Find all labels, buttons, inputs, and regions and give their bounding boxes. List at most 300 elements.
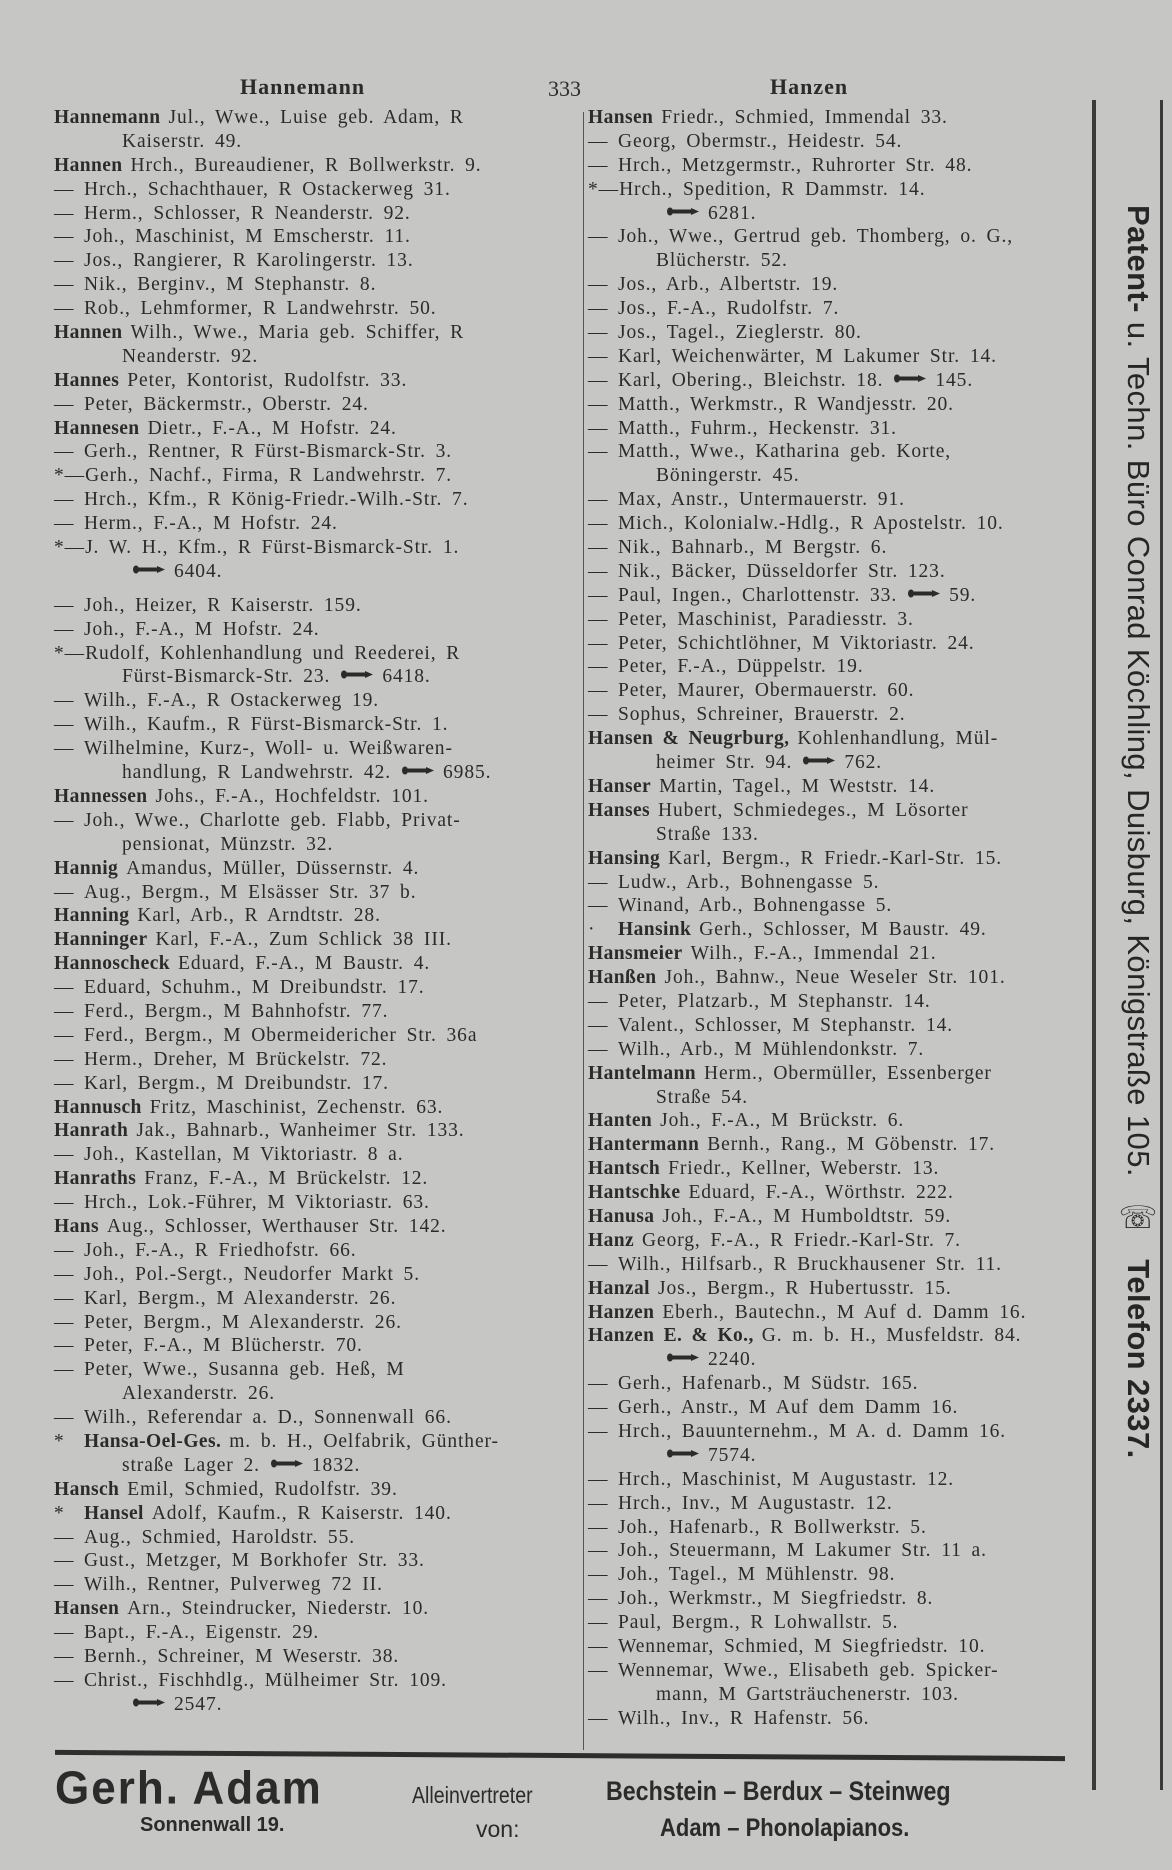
directory-entry-line	[588, 345, 1088, 369]
entry-text: Blücherstr. 52.	[656, 250, 788, 272]
entry-text: Adolf, Kaufm., R Kaiserstr. 140.	[151, 1502, 452, 1524]
directory-entry-line	[54, 1693, 554, 1717]
directory-entry-line	[588, 1157, 1088, 1181]
directory-entry-line	[54, 464, 554, 488]
entry-text: Eduard, F.-A., M Baustr. 4.	[178, 953, 431, 975]
entry-text: Karl, Bergm., M Dreibundstr. 17.	[84, 1072, 389, 1094]
entry-text: Fürst-Bismarck-Str. 23.	[122, 666, 331, 688]
directory-entry-line	[588, 679, 1088, 703]
entry-prefix: —	[588, 1516, 609, 1538]
directory-entry-line	[588, 584, 1088, 608]
directory-entry-line	[588, 966, 1088, 990]
entry-prefix: —	[588, 441, 609, 463]
entry-text: Nik., Bäcker, Düsseldorfer Str. 123.	[618, 560, 946, 582]
directory-entry-line	[588, 1372, 1088, 1396]
entry-prefix: —	[588, 226, 609, 248]
entry-prefix: —	[588, 1014, 609, 1036]
telephone-icon	[666, 1449, 700, 1458]
directory-entry-line	[54, 1119, 554, 1143]
directory-entry-line	[588, 1563, 1088, 1587]
entry-surname: Hantschke	[588, 1182, 681, 1204]
telephone-icon	[132, 565, 166, 574]
directory-entry-line	[588, 894, 1088, 918]
directory-entry-line	[54, 1549, 554, 1573]
entry-prefix: *	[54, 1430, 65, 1452]
telephone-icon	[340, 670, 374, 679]
directory-entry-line	[588, 1348, 1088, 1372]
entry-text: Valent., Schlosser, M Stephanstr. 14.	[618, 1014, 954, 1036]
entry-text: Eduard, Schuhm., M Dreibundstr. 17.	[84, 977, 425, 999]
entry-prefix: —	[588, 393, 609, 415]
entry-text: G. m. b. H., Musfeldstr. 84.	[761, 1325, 1022, 1347]
entry-text: Rudolf, Kohlenhandlung und Reederei, R	[85, 642, 461, 664]
directory-entry-line	[588, 1516, 1088, 1540]
entry-text: Karl, F.-A., Zum Schlick 38 III.	[155, 929, 452, 951]
directory-entry-line	[54, 737, 554, 761]
directory-entry-line	[588, 512, 1088, 536]
directory-entry-line	[54, 273, 554, 297]
directory-entry-line	[588, 1396, 1088, 1420]
entry-text: Hrch., Maschinist, M Augustastr. 12.	[618, 1468, 955, 1490]
sidebar-text-patent: Patent-	[1121, 205, 1156, 313]
entry-text: Matth., Fuhrm., Heckenstr. 31.	[618, 417, 897, 439]
entry-prefix: —	[588, 322, 609, 344]
entry-text: Herm., F.-A., M Hofstr. 24.	[84, 513, 338, 535]
entry-text: straße Lager 2.	[122, 1454, 260, 1476]
entry-text: Joh., F.-A., M Brückstr. 6.	[660, 1110, 905, 1132]
entry-text: Karl, Bergm., M Alexanderstr. 26.	[84, 1287, 397, 1309]
entry-text: Herm., Dreher, M Brückelstr. 72.	[84, 1048, 388, 1070]
entry-surname: Hannes	[54, 369, 120, 391]
directory-entry-line	[54, 1334, 554, 1358]
entry-text: Joh., F.-A., M Humboldtstr. 59.	[662, 1205, 952, 1227]
entry-surname: Hanning	[54, 905, 130, 927]
entry-prefix: —	[54, 594, 75, 616]
directory-entry-line	[54, 1000, 554, 1024]
entry-surname: Hanrath	[54, 1120, 129, 1142]
directory-entry-line	[54, 345, 554, 369]
entry-text: Friedr., Kellner, Weberstr. 13.	[668, 1158, 940, 1180]
entry-text: Böningerstr. 45.	[656, 465, 800, 487]
directory-entry-line	[54, 642, 554, 666]
entry-text: Herm., Obermüller, Essenberger	[704, 1062, 992, 1084]
entry-text: Joh., Wwe., Charlotte geb. Flabb, Privat-	[84, 809, 461, 831]
entry-prefix: —	[54, 274, 75, 296]
entry-text: Peter, Platzarb., M Stephanstr. 14.	[618, 990, 931, 1012]
entry-surname: Hannemann	[54, 107, 161, 128]
directory-entry-line	[54, 297, 554, 321]
entry-phone-number: 6404.	[174, 560, 223, 582]
entry-prefix: —	[588, 560, 609, 582]
entry-text: Wennemar, Schmied, M Siegfriedstr. 10.	[618, 1636, 986, 1657]
entry-phone-number: 6418.	[382, 666, 431, 688]
entry-prefix: —	[54, 1287, 75, 1309]
entry-prefix: —	[588, 1659, 609, 1681]
directory-entry-line	[54, 1215, 554, 1239]
entry-prefix: —	[54, 1550, 75, 1572]
entry-surname: Hantelmann	[588, 1062, 697, 1084]
entry-text: Straße 133.	[656, 823, 759, 845]
footer-rule	[55, 1750, 1065, 1761]
entry-prefix: —	[54, 881, 75, 903]
entry-text: Gerh., Nachf., Firma, R Landwehrstr. 7.	[85, 465, 453, 487]
entry-prefix: —	[588, 1253, 609, 1275]
directory-entry-line	[588, 417, 1088, 441]
entry-prefix: —	[588, 1540, 609, 1562]
directory-entry-line	[588, 1253, 1088, 1277]
directory-entry-line	[588, 942, 1088, 966]
entry-prefix: —	[54, 1072, 75, 1094]
directory-entry-line	[54, 1024, 554, 1048]
directory-entry-line	[54, 1263, 554, 1287]
running-head-right: Hanzen	[770, 74, 849, 99]
directory-entry-line	[588, 488, 1088, 512]
directory-entry-line	[588, 632, 1088, 656]
entry-surname: Hansmeier	[588, 943, 683, 965]
directory-entry-line	[588, 1683, 1088, 1707]
entry-text: Paul, Bergm., R Lohwallstr. 5.	[618, 1612, 899, 1634]
entry-phone-number: 762.	[844, 752, 883, 774]
entry-surname: Hanser	[588, 775, 652, 797]
entry-prefix: —	[54, 298, 75, 320]
entry-text: Joh., Bahnw., Neue Weseler Str. 101.	[664, 967, 1006, 989]
directory-entry-line	[588, 440, 1088, 464]
directory-entry-line	[588, 225, 1088, 249]
directory-entry-line	[54, 1143, 554, 1167]
entry-text: Dietr., F.-A., M Hofstr. 24.	[147, 417, 397, 439]
directory-entry-line	[588, 1229, 1088, 1253]
directory-entry-line	[588, 1587, 1088, 1611]
entry-text: Sophus, Schreiner, Brauerstr. 2.	[618, 704, 906, 726]
entry-phone-number: 2547.	[174, 1693, 223, 1715]
sidebar-rule-left	[1092, 100, 1096, 1790]
directory-entry-line	[54, 952, 554, 976]
entry-surname: Hannig	[54, 857, 119, 879]
telephone-icon	[666, 207, 700, 216]
entry-prefix: *—	[588, 178, 620, 200]
entry-text: Peter, Maschinist, Paradiesstr. 3.	[618, 608, 914, 630]
entry-text: Hrch., Bureaudiener, R Bollwerkstr. 9.	[130, 154, 482, 176]
entry-text: Georg, Obermstr., Heidestr. 54.	[618, 130, 903, 152]
directory-entry-line	[588, 1492, 1088, 1516]
directory-entry-line	[588, 823, 1088, 847]
entry-prefix: —	[588, 1468, 609, 1490]
entry-surname: Hannoscheck	[54, 953, 171, 975]
entry-text: Hrch., Bauunternehm., M A. d. Damm 16.	[618, 1420, 1007, 1442]
entry-surname: Hansa-Oel-Ges.	[84, 1430, 222, 1452]
entry-text: J. W. H., Kfm., R Fürst-Bismarck-Str. 1.	[85, 537, 460, 559]
entry-surname: Hannen	[54, 154, 123, 176]
directory-entry-line	[588, 297, 1088, 321]
telephone-icon	[270, 1459, 304, 1468]
entry-text: Joh., Maschinist, M Emscherstr. 11.	[84, 226, 411, 248]
entry-text: Hrch., Spedition, R Dammstr. 14.	[619, 178, 926, 200]
directory-entry-line	[54, 1358, 554, 1382]
entry-prefix: —	[588, 1373, 609, 1395]
entry-surname: Hannesen	[54, 417, 140, 439]
entry-text: Ferd., Bergm., M Bahnhofstr. 77.	[84, 1000, 389, 1022]
directory-entry-line	[588, 1468, 1088, 1492]
directory-entry-line	[588, 990, 1088, 1014]
directory-entry-line	[54, 1048, 554, 1072]
directory-entry-line	[588, 871, 1088, 895]
entry-prefix: —	[54, 1024, 75, 1046]
entry-text: Hrch., Lok.-Führer, M Viktoriastr. 63.	[84, 1192, 430, 1214]
directory-entry-line	[588, 1062, 1088, 1086]
column-divider	[583, 112, 584, 1750]
entry-surname: Hannusch	[54, 1096, 142, 1118]
directory-entry-line	[588, 536, 1088, 560]
entry-phone-number: 7574.	[708, 1444, 757, 1466]
entry-surname: Hansch	[54, 1478, 120, 1500]
entry-prefix: —	[54, 714, 75, 736]
entry-text: Christ., Fischhdlg., Mülheimer Str. 109.	[84, 1669, 447, 1691]
directory-entry-line	[588, 1539, 1088, 1563]
telephone-icon	[666, 1353, 700, 1362]
directory-entry-line	[54, 1096, 554, 1120]
entry-text: Aug., Schlosser, Werthauser Str. 142.	[106, 1215, 447, 1237]
directory-entry-line	[54, 1430, 554, 1454]
entry-prefix: —	[588, 704, 609, 726]
entry-surname: Hansink	[618, 919, 692, 941]
entry-text: Peter, Wwe., Susanna geb. Heß, M	[84, 1359, 405, 1381]
entry-text: m. b. H., Oelfabrik, Günther-	[229, 1430, 499, 1452]
entry-surname: Hanten	[588, 1110, 653, 1132]
entry-surname: Hanzal	[588, 1277, 650, 1299]
entry-text: Aug., Schmied, Haroldstr. 55.	[84, 1526, 355, 1548]
directory-entry-line	[54, 393, 554, 417]
directory-entry-line	[54, 809, 554, 833]
directory-entry-line	[54, 594, 554, 618]
entry-surname: Hansen & Neugrburg,	[588, 728, 790, 750]
entry-text: Wennemar, Wwe., Elisabeth geb. Spicker-	[618, 1659, 999, 1681]
entry-text: Bernh., Rang., M Göbenstr. 17.	[707, 1134, 996, 1156]
entry-text: Nik., Berginv., M Stephanstr. 8.	[84, 274, 377, 296]
directory-entry-line	[54, 1454, 554, 1478]
entry-prefix: —	[54, 393, 75, 415]
entry-text: Jos., F.-A., Rudolfstr. 7.	[618, 298, 840, 320]
directory-entry-line	[54, 1191, 554, 1215]
telephone-icon	[132, 1698, 166, 1707]
entry-prefix: —	[54, 250, 75, 272]
entry-prefix: *—	[54, 465, 86, 487]
directory-entry-line	[54, 225, 554, 249]
entry-text: handlung, R Landwehrstr. 42.	[122, 762, 392, 784]
entry-prefix: —	[588, 1420, 609, 1442]
directory-entry-line	[54, 761, 554, 785]
directory-entry-line	[588, 799, 1088, 823]
entry-prefix: —	[588, 345, 609, 367]
directory-entry-line	[54, 440, 554, 464]
right-column	[588, 106, 1088, 1731]
directory-entry-line	[588, 727, 1088, 751]
page-number: 333	[548, 76, 581, 101]
entry-text: Bapt., F.-A., Eigenstr. 29.	[84, 1622, 320, 1644]
entry-text: Winand, Arb., Bohnengasse 5.	[618, 895, 893, 917]
entry-text: Jos., Arb., Albertstr. 19.	[618, 274, 839, 296]
directory-entry-line	[54, 1167, 554, 1191]
entry-prefix: —	[588, 1707, 609, 1729]
entry-text: Franz, F.-A., M Brückelstr. 12.	[144, 1168, 429, 1190]
entry-prefix: —	[54, 1574, 75, 1596]
directory-entry-line	[588, 1301, 1088, 1325]
entry-text: Hrch., Metzgermstr., Ruhrorter Str. 48.	[618, 154, 973, 176]
directory-entry-line	[588, 202, 1088, 226]
left-column	[54, 106, 554, 1717]
entry-text: Peter, Kontorist, Rudolfstr. 33.	[127, 369, 408, 391]
entry-prefix: —	[588, 632, 609, 654]
entry-prefix: —	[588, 680, 609, 702]
entry-prefix: —	[54, 489, 75, 511]
directory-entry-line	[54, 976, 554, 1000]
entry-text: Alexanderstr. 26.	[122, 1383, 276, 1405]
directory-entry-line	[588, 1420, 1088, 1444]
entry-prefix: —	[54, 1311, 75, 1333]
entry-text: Kaiserstr. 49.	[122, 130, 243, 152]
entry-text: Peter, Maurer, Obermauerstr. 60.	[618, 680, 915, 702]
entry-text: Mich., Kolonialw.-Hdlg., R Apostelstr. 10.	[618, 513, 1004, 535]
entry-surname: Hannessen	[54, 785, 148, 807]
entry-text: Emil, Schmied, Rudolfstr. 39.	[127, 1478, 398, 1500]
directory-entry-line	[54, 785, 554, 809]
entry-text: Wilh., F.-A., R Ostackerweg 19.	[84, 690, 380, 712]
directory-entry-line	[54, 512, 554, 536]
entry-prefix: —	[54, 1335, 75, 1357]
entry-text: heimer Str. 94.	[656, 752, 793, 774]
entry-text: Hubert, Schmiedeges., M Lösorter	[658, 799, 969, 821]
directory-entry-line	[588, 703, 1088, 727]
entry-surname: Hanzen E. & Ko.,	[588, 1325, 754, 1347]
sidebar-text-office: Büro Conrad Köchling, Duisburg, Königstraße 105.	[1121, 459, 1156, 1177]
entry-prefix: —	[588, 895, 609, 917]
directory-entry-line	[54, 881, 554, 905]
directory-entry-line	[588, 1635, 1088, 1659]
ad-brands-line2: Adam – Phonolapianos.	[660, 1814, 910, 1842]
entry-prefix: —	[54, 738, 75, 760]
directory-entry-line	[588, 178, 1088, 202]
entry-text: Karl, Arb., R Arndtstr. 28.	[137, 905, 381, 927]
entry-prefix: *	[54, 1502, 65, 1524]
directory-entry-line	[54, 665, 554, 689]
entry-prefix: —	[54, 178, 75, 200]
entry-text: Bernh., Schreiner, M Weserstr. 38.	[84, 1646, 400, 1667]
entry-prefix: —	[588, 584, 609, 606]
entry-text: Hrch., Inv., M Augustastr. 12.	[618, 1492, 893, 1514]
entry-text: Joh., Hafenarb., R Bollwerkstr. 5.	[618, 1516, 927, 1538]
entry-text: Wilh., F.-A., Immendal 21.	[690, 943, 937, 965]
sidebar-advertisement	[1106, 205, 1156, 1705]
entry-phone-number: 1832.	[311, 1454, 361, 1476]
entry-prefix: —	[54, 1622, 75, 1644]
entry-text: Karl, Obering., Bleichstr. 18.	[618, 369, 884, 391]
telephone-icon	[401, 766, 435, 775]
directory-entry-line	[588, 655, 1088, 679]
entry-prefix: *—	[54, 642, 86, 664]
telephone-icon	[893, 374, 927, 383]
directory-entry-line	[54, 106, 554, 130]
ad-label-line2: von:	[476, 1816, 520, 1842]
entry-prefix: ·	[588, 919, 596, 941]
entry-surname: Hantsch	[588, 1158, 661, 1180]
entry-text: Wilh., Kaufm., R Fürst-Bismarck-Str. 1.	[84, 714, 449, 736]
directory-entry-line	[588, 1277, 1088, 1301]
directory-entry-line	[54, 904, 554, 928]
ad-brands-line1: Bechstein – Berdux – Steinweg	[606, 1776, 951, 1806]
entry-surname: Hanßen	[588, 967, 657, 989]
entry-phone-number: 6985.	[443, 762, 492, 784]
entry-text: Rob., Lehmformer, R Landwehrstr. 50.	[84, 298, 437, 320]
directory-entry-line	[588, 1133, 1088, 1157]
directory-entry-line	[54, 1573, 554, 1597]
entry-prefix: —	[54, 1000, 75, 1022]
entry-text: Karl, Weichenwärter, M Lakumer Str. 14.	[618, 345, 997, 367]
directory-entry-line	[588, 1324, 1088, 1348]
entry-text: Nik., Bahnarb., M Bergstr. 6.	[618, 537, 888, 559]
entry-prefix: —	[588, 1564, 609, 1586]
entry-surname: Hanninger	[54, 929, 148, 951]
entry-prefix: —	[54, 513, 75, 535]
entry-phone-number: 2240.	[708, 1349, 757, 1371]
directory-entry-line	[54, 488, 554, 512]
entry-prefix: —	[588, 656, 609, 678]
entry-prefix: *—	[54, 537, 86, 559]
entry-text: Joh., Heizer, R Kaiserstr. 159.	[84, 594, 362, 616]
entry-text: mann, M Gartsträuchenerstr. 103.	[656, 1683, 959, 1705]
directory-entry-line	[54, 1621, 554, 1645]
directory-entry-line	[54, 417, 554, 441]
directory-entry-line	[54, 713, 554, 737]
directory-entry-line	[54, 618, 554, 642]
directory-entry-line	[54, 130, 554, 154]
entry-text: Paul, Ingen., Charlottenstr. 33.	[618, 584, 898, 606]
directory-entry-line	[588, 1086, 1088, 1110]
entry-text: Max, Anstr., Untermauerstr. 91.	[618, 489, 905, 511]
entry-surname: Hanraths	[54, 1168, 137, 1190]
directory-entry-line	[588, 1444, 1088, 1468]
entry-surname: Hansing	[588, 847, 661, 869]
entry-text: Wilh., Arb., M Mühlendonkstr. 7.	[618, 1038, 925, 1060]
entry-prefix: —	[588, 489, 609, 511]
entry-surname: Hans	[54, 1215, 99, 1237]
directory-entry-line	[588, 130, 1088, 154]
entry-text: Peter, F.-A., M Blücherstr. 70.	[84, 1335, 363, 1357]
directory-entry-line	[588, 273, 1088, 297]
entry-text: Fritz, Maschinist, Zechenstr. 63.	[149, 1096, 444, 1118]
directory-entry-line	[588, 1205, 1088, 1229]
entry-prefix: —	[588, 1038, 609, 1060]
directory-entry-line	[588, 464, 1088, 488]
entry-prefix: —	[54, 1263, 75, 1285]
directory-entry-line	[588, 608, 1088, 632]
ad-address: Sonnenwall 19.	[140, 1814, 285, 1836]
entry-prefix: —	[588, 513, 609, 535]
telephone-icon	[907, 589, 941, 598]
entry-text: Neanderstr. 92.	[122, 345, 259, 367]
directory-entry-line	[54, 560, 554, 584]
entry-prefix: —	[54, 809, 75, 831]
entry-text: Gerh., Schlosser, M Baustr. 49.	[699, 919, 987, 941]
entry-text: Ferd., Bergm., M Obermeidericher Str. 36a	[84, 1024, 478, 1046]
directory-entry-line	[54, 536, 554, 560]
entry-prefix: —	[588, 1588, 609, 1610]
directory-entry-line	[588, 775, 1088, 799]
entry-prefix: —	[588, 990, 609, 1012]
directory-entry-line	[54, 857, 554, 881]
entry-phone-number: 6281.	[708, 202, 757, 224]
entry-prefix: —	[54, 1144, 75, 1166]
directory-entry-line	[588, 1659, 1088, 1683]
entry-text: Joh., Steuermann, M Lakumer Str. 11 a.	[618, 1540, 987, 1562]
